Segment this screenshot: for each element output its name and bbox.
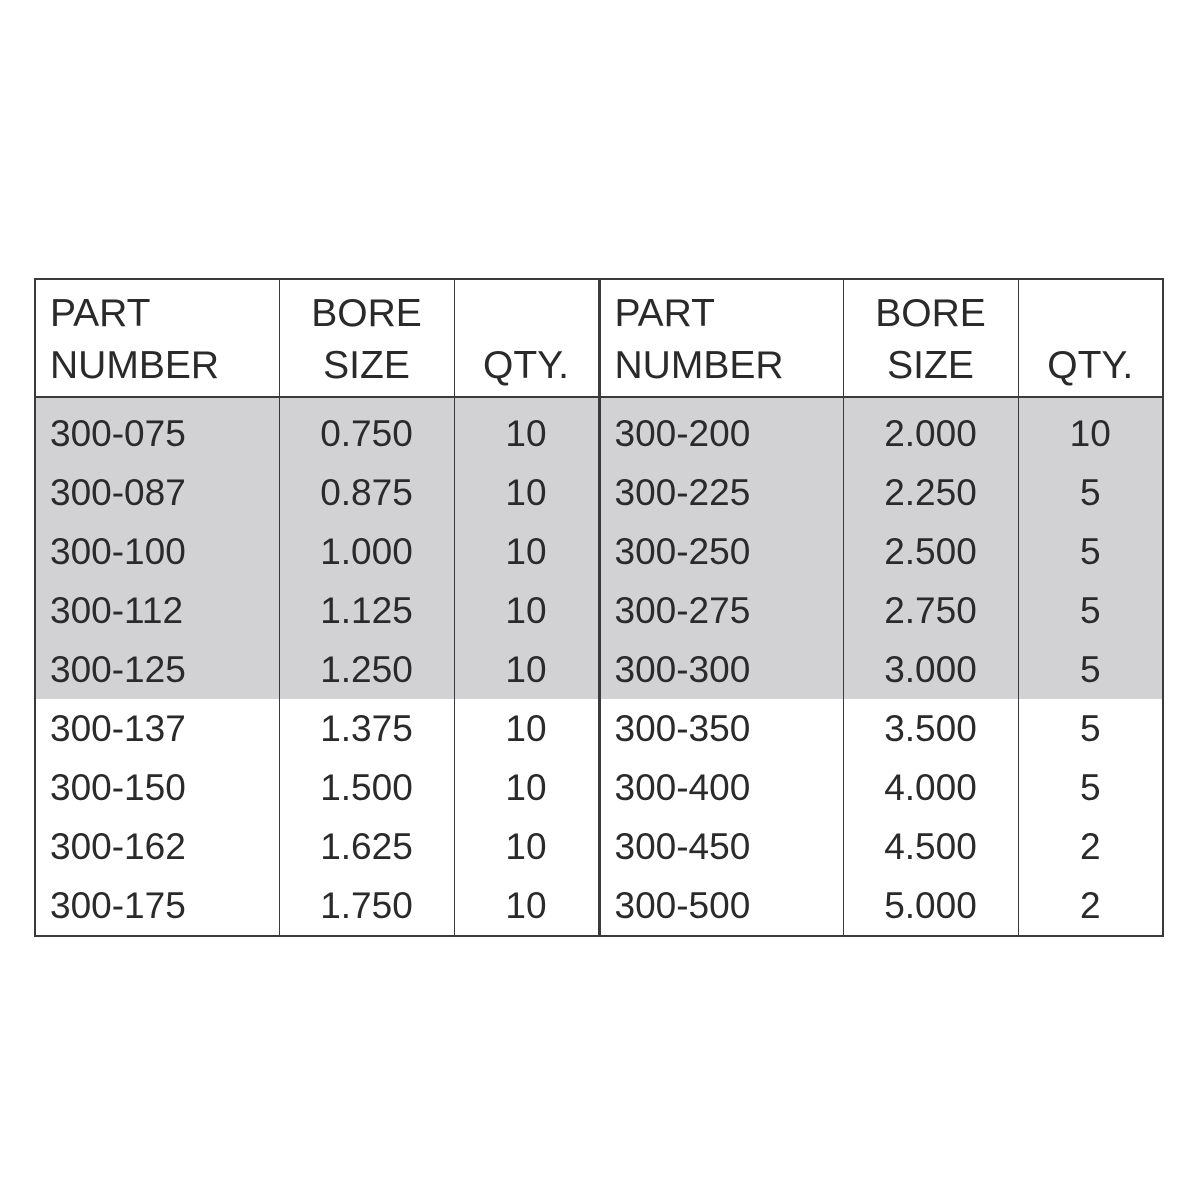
header-qty-line2: QTY. [483, 344, 569, 387]
header-bore-line2: SIZE [323, 344, 410, 387]
bore-size-cell: 1.000 [279, 522, 454, 581]
qty-cell: 10 [454, 876, 599, 936]
bore-size-cell: 2.500 [843, 522, 1018, 581]
bore-size-cell: 1.250 [279, 640, 454, 699]
table-row [35, 463, 1163, 522]
header-bore-size-left [279, 279, 454, 397]
qty-cell: 10 [454, 581, 599, 640]
bore-size-cell: 4.500 [843, 817, 1018, 876]
table-row [35, 397, 1163, 463]
parts-table-body [35, 397, 1163, 936]
header-qty-right [1018, 279, 1163, 397]
table-row [35, 581, 1163, 640]
header-qty-line2: QTY. [1047, 344, 1134, 387]
part-number-cell: 300-400 [599, 758, 843, 817]
part-number-cell: 300-450 [599, 817, 843, 876]
part-number-cell: 300-200 [599, 397, 843, 463]
part-number-cell: 300-112 [35, 581, 279, 640]
qty-cell: 5 [1018, 581, 1163, 640]
part-number-cell: 300-125 [35, 640, 279, 699]
table-row [35, 817, 1163, 876]
bore-size-cell: 1.500 [279, 758, 454, 817]
part-number-cell: 300-137 [50, 707, 186, 749]
bore-size-cell: 1.125 [279, 581, 454, 640]
bore-size-cell: 1.750 [279, 876, 454, 936]
header-qty-left [454, 279, 599, 397]
part-number-cell: 300-175 [50, 884, 186, 926]
qty-cell: 5 [1018, 522, 1163, 581]
bore-size-cell: 3.000 [843, 640, 1018, 699]
header-part-number-right [599, 279, 843, 397]
bore-size-cell: 0.750 [279, 397, 454, 463]
table-row [35, 876, 1163, 936]
header-part-line2: NUMBER [614, 344, 784, 387]
header-bore-line1: BORE [311, 292, 422, 335]
bore-size-cell: 4.000 [843, 758, 1018, 817]
header-bore-line2: SIZE [887, 344, 974, 387]
part-number-cell: 300-250 [599, 522, 843, 581]
header-row [35, 279, 1163, 397]
table-row [35, 758, 1163, 817]
qty-cell: 5 [1018, 463, 1163, 522]
header-part-line1: PART [614, 292, 715, 335]
header-part-line1: PART [50, 292, 151, 335]
qty-cell: 10 [454, 522, 599, 581]
bore-size-cell: 1.625 [279, 817, 454, 876]
bore-size-cell: 1.375 [279, 699, 454, 758]
qty-cell: 10 [454, 817, 599, 876]
qty-cell: 2 [1018, 876, 1163, 936]
bore-size-cell: 2.250 [843, 463, 1018, 522]
part-number-cell: 300-275 [599, 581, 843, 640]
qty-cell: 5 [1018, 699, 1163, 758]
header-part-line2: NUMBER [50, 344, 220, 387]
part-number-cell: 300-225 [599, 463, 843, 522]
bore-size-cell: 2.000 [843, 397, 1018, 463]
part-number-cell: 300-150 [50, 766, 186, 808]
qty-cell: 10 [454, 758, 599, 817]
bore-size-cell: 3.500 [843, 699, 1018, 758]
bore-size-cell: 2.750 [843, 581, 1018, 640]
qty-cell: 10 [454, 397, 599, 463]
part-number-cell: 300-087 [35, 463, 279, 522]
qty-cell: 2 [1018, 817, 1163, 876]
header-part-number-left [35, 279, 279, 397]
table-row [35, 699, 1163, 758]
part-number-cell: 300-100 [35, 522, 279, 581]
part-number-cell: 300-350 [599, 699, 843, 758]
parts-table [34, 278, 1164, 937]
header-bore-size-right [843, 279, 1018, 397]
table-row [35, 522, 1163, 581]
part-number-cell: 300-500 [599, 876, 843, 936]
qty-cell: 10 [454, 699, 599, 758]
qty-cell: 5 [1018, 640, 1163, 699]
qty-cell: 5 [1018, 758, 1163, 817]
qty-cell: 10 [454, 463, 599, 522]
qty-cell: 10 [454, 640, 599, 699]
bore-size-cell: 5.000 [843, 876, 1018, 936]
bore-size-cell: 0.875 [279, 463, 454, 522]
qty-cell: 10 [1018, 397, 1163, 463]
part-number-cell: 300-162 [50, 825, 186, 867]
part-number-cell: 300-300 [599, 640, 843, 699]
header-bore-line1: BORE [875, 292, 986, 335]
table-row [35, 640, 1163, 699]
part-number-cell: 300-075 [35, 397, 279, 463]
